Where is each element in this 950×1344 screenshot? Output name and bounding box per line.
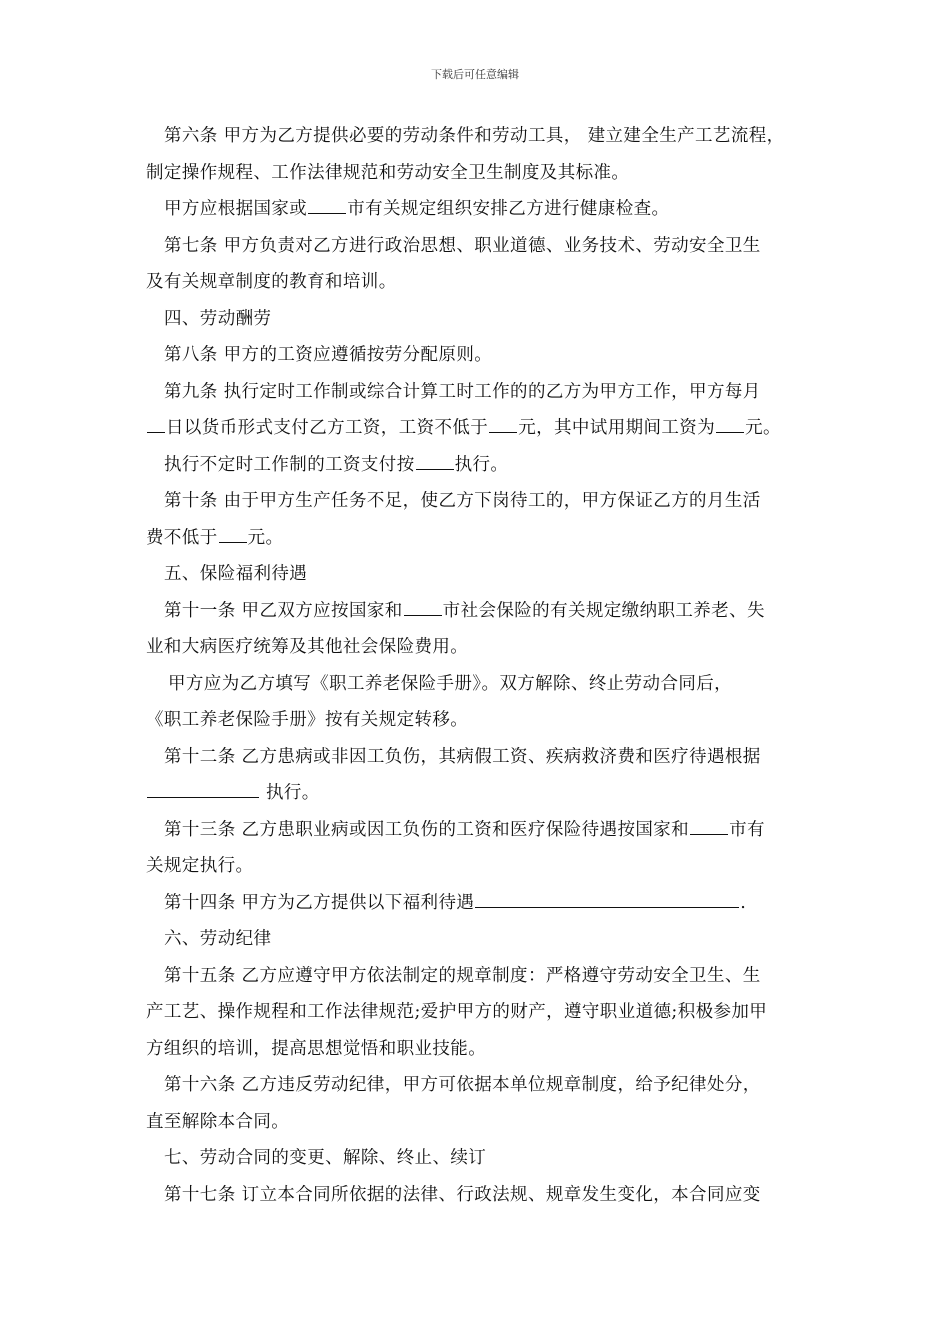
paragraph-line: 业和大病医疗统筹及其他社会保险费用。: [146, 637, 469, 657]
fill-in-blank[interactable]: [416, 451, 454, 470]
paragraph-line: 第十七条 订立本合同所依据的法律、行政法规、规章发生变化，本合同应变: [164, 1184, 761, 1205]
text-segment: 第十三条 乙方患职业病或因工负伤的工资和医疗保险待遇按国家和: [164, 819, 690, 840]
paragraph-line: [146, 885, 816, 922]
section-heading: 六、劳动纪律: [164, 929, 272, 949]
fill-in-blank[interactable]: [308, 195, 346, 214]
text-segment: 市有: [729, 819, 765, 840]
paragraph-line: 第十六条 乙方违反劳动纪律，甲方可依据本单位规章制度，给予纪律处分，: [164, 1075, 761, 1095]
paragraph-line: [146, 447, 816, 484]
paragraph-line: [146, 410, 816, 447]
text-segment: 元。: [745, 418, 781, 438]
paragraph-line: 第十条 由于甲方生产任务不足，使乙方下岗待工的，甲方保证乙方的月生活: [164, 491, 761, 511]
paragraph-line: 《职工养老保险手册》按有关规定转移。: [146, 710, 469, 730]
paragraph-line: [146, 191, 816, 228]
paragraph-line: 关规定执行。: [146, 856, 254, 876]
paragraph-line: 方组织的培训，提高思想觉悟和职业技能。: [146, 1038, 487, 1059]
paragraph-line: 制定操作规程、工作法律规范和劳动安全卫生制度及其标准。: [146, 162, 630, 183]
page-header: 下载后可任意编辑: [431, 68, 519, 81]
text-segment: 市有关规定组织安排乙方进行健康检查。: [347, 199, 670, 219]
paragraph-line: 第九条 执行定时工作制或综合计算工时工作的的乙方为甲方工作，甲方每月: [164, 381, 761, 402]
paragraph-line: [146, 593, 816, 630]
paragraph-line: 产工艺、操作规程和工作法律规范;爱护甲方的财产，遵守职业道德;积极参加甲: [146, 1002, 768, 1022]
fill-in-blank[interactable]: [404, 597, 442, 616]
section-heading: 七、劳动合同的变更、解除、终止、续订: [164, 1148, 487, 1168]
text-segment: 第十四条 甲方为乙方提供以下福利待遇: [164, 892, 475, 913]
fill-in-blank[interactable]: [716, 414, 744, 433]
paragraph-line: [146, 775, 816, 812]
paragraph-line: [146, 812, 816, 849]
fill-in-blank[interactable]: [489, 414, 517, 433]
text-segment: 元。: [247, 527, 284, 548]
section-heading: 五、保险福利待遇: [164, 564, 308, 584]
fill-in-blank[interactable]: [690, 816, 728, 835]
fill-in-blank[interactable]: [219, 524, 247, 543]
paragraph-line: 第七条 甲方负责对乙方进行政治思想、职业道德、业务技术、劳动安全卫生: [164, 235, 761, 256]
paragraph-line: 直至解除本合同。: [146, 1111, 290, 1132]
text-segment: 第十一条 甲乙双方应按国家和: [164, 600, 403, 621]
text-segment: 执行不定时工作制的工资支付按: [164, 454, 415, 475]
section-heading: 四、劳动酬劳: [164, 308, 272, 329]
text-segment: 费不低于: [146, 527, 218, 548]
paragraph-line: 及有关规章制度的教育和培训。: [146, 272, 397, 292]
fill-in-blank[interactable]: [147, 414, 165, 433]
text-segment: 元，其中试用期间工资为: [518, 418, 716, 438]
paragraph-line: 第八条 甲方的工资应遵循按劳分配原则。: [164, 345, 493, 365]
paragraph-line: 甲方应为乙方填写《职工养老保险手册》。双方解除、终止劳动合同后，: [168, 673, 733, 694]
text-segment: .: [740, 892, 747, 913]
text-segment: 日以货币形式支付乙方工资，工资不低于: [166, 418, 489, 438]
paragraph-line: [146, 520, 816, 557]
text-segment: 甲方应根据国家或: [164, 199, 308, 219]
text-segment: 执行。: [454, 454, 509, 475]
paragraph-line: 第十五条 乙方应遵守甲方依法制定的规章制度：严格遵守劳动安全卫生、生: [164, 965, 761, 986]
text-segment: 市社会保险的有关规定缴纳职工养老、失: [442, 600, 765, 621]
fill-in-blank[interactable]: [147, 779, 259, 798]
fill-in-blank[interactable]: [475, 889, 739, 908]
document-body: [146, 118, 816, 1213]
paragraph-line: 第十二条 乙方患病或非因工负伤，其病假工资、疾病救济费和医疗待遇根据: [164, 746, 761, 767]
text-segment: 执行。: [260, 783, 320, 803]
paragraph-line: 第六条 甲方为乙方提供必要的劳动条件和劳动工具， 建立建全生产工艺流程，: [164, 126, 785, 146]
